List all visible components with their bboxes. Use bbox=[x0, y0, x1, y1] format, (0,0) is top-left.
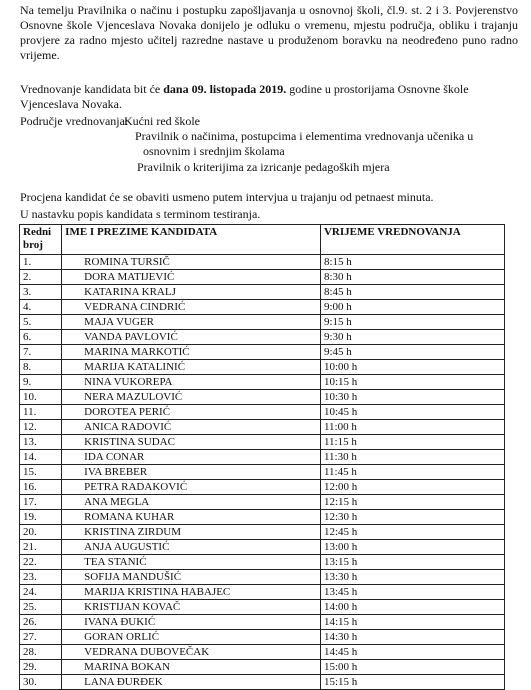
date-prefix: Vrednovanje kandidata bit će bbox=[20, 82, 164, 96]
row-number: 19. bbox=[20, 510, 62, 525]
row-number: 13. bbox=[20, 435, 62, 450]
candidate-name: ANA MEGLA bbox=[62, 495, 321, 510]
table-row bbox=[20, 630, 505, 645]
table-row bbox=[20, 660, 505, 675]
candidate-name: IVANA ĐUKIĆ bbox=[62, 615, 321, 630]
candidate-name: GORAN ORLIĆ bbox=[62, 630, 321, 645]
row-number: 22. bbox=[20, 555, 62, 570]
intro-paragraph: Na temelju Pravilnika o načinu i postupku zapošljavanja u osnovnoj školi, čl.9. st. 2 i 3. Povjerenstvo Osnovne škole Vjenceslava Novaka donijelo je odluku o vremenu, mjestu područja, obliku i trajanju provjere za radno mjesto učitelj razredne nastave u produženom boravku na neodređeno puno radno vrijeme. bbox=[20, 3, 518, 62]
table-row bbox=[20, 360, 505, 375]
evaluation-time: 8:45 h bbox=[320, 285, 504, 300]
candidates-table bbox=[19, 224, 505, 690]
table-row bbox=[20, 285, 505, 300]
table-row bbox=[20, 420, 505, 435]
table-row bbox=[20, 480, 505, 495]
candidate-name: SOFIJA MANDUŠIĆ bbox=[62, 570, 321, 585]
candidate-name: ROMANA KUHAR bbox=[62, 510, 321, 525]
candidate-name: KRISTIJAN KOVAČ bbox=[62, 600, 321, 615]
candidate-name: VEDRANA DUBOVEČAK bbox=[62, 645, 321, 660]
table-row bbox=[20, 510, 505, 525]
candidate-name: KRISTINA SUDAC bbox=[62, 435, 321, 450]
candidate-name: IVA BREBER bbox=[62, 465, 321, 480]
table-header-row bbox=[20, 225, 505, 255]
candidate-name: ROMINA TURSIČ bbox=[62, 255, 321, 270]
candidate-name: MARINA MARKOTIĆ bbox=[62, 345, 321, 360]
table-row bbox=[20, 585, 505, 600]
candidate-name: TEA STANIĆ bbox=[62, 555, 321, 570]
evaluation-date-paragraph bbox=[20, 82, 510, 112]
candidate-name: MARIJA KATALINIĆ bbox=[62, 360, 321, 375]
row-number: 25. bbox=[20, 600, 62, 615]
evaluation-time: 12:30 h bbox=[320, 510, 504, 525]
evaluation-time: 8:30 h bbox=[320, 270, 504, 285]
evaluation-time: 8:15 h bbox=[320, 255, 504, 270]
evaluation-time: 12:45 h bbox=[320, 525, 504, 540]
row-number: 24. bbox=[20, 585, 62, 600]
table-row bbox=[20, 495, 505, 510]
row-number: 21. bbox=[20, 540, 62, 555]
date-suffix: godine u prostorijama Osnovne škole Vjenceslava Novaka. bbox=[20, 82, 469, 111]
row-number: 2. bbox=[20, 270, 62, 285]
evaluation-time: 12:00 h bbox=[320, 480, 504, 495]
row-number: 1. bbox=[20, 255, 62, 270]
row-number: 12. bbox=[20, 420, 62, 435]
evaluation-time: 10:30 h bbox=[320, 390, 504, 405]
table-row bbox=[20, 465, 505, 480]
evaluation-time: 11:45 h bbox=[320, 465, 504, 480]
table-row bbox=[20, 315, 505, 330]
list-intro: U nastavku popis kandidata s terminom testiranja. bbox=[20, 207, 261, 221]
candidate-name: MARINA BOKAN bbox=[62, 660, 321, 675]
table-row bbox=[20, 270, 505, 285]
row-number: 14. bbox=[20, 450, 62, 465]
row-number: 9. bbox=[20, 375, 62, 390]
area-item: Kućni red škole bbox=[124, 114, 200, 128]
candidate-name: IDA CONAR bbox=[62, 450, 321, 465]
row-number: 20. bbox=[20, 525, 62, 540]
row-number: 23. bbox=[20, 570, 62, 585]
table-row bbox=[20, 525, 505, 540]
row-number: 17. bbox=[20, 495, 62, 510]
evaluation-time: 10:45 h bbox=[320, 405, 504, 420]
table-row bbox=[20, 390, 505, 405]
header-name: IME I PREZIME KANDIDATA bbox=[62, 225, 321, 255]
area-item: Pravilnik o načinima, postupcima i elementima vrednovanja učenika u bbox=[135, 129, 474, 143]
evaluation-time: 9:45 h bbox=[320, 345, 504, 360]
row-number: 16. bbox=[20, 480, 62, 495]
evaluation-time: 12:15 h bbox=[320, 495, 504, 510]
table-row bbox=[20, 405, 505, 420]
row-number: 5. bbox=[20, 315, 62, 330]
row-number: 8. bbox=[20, 360, 62, 375]
candidate-name: NINA VUKOREPA bbox=[62, 375, 321, 390]
candidate-name: VANDA PAVLOVIĆ bbox=[62, 330, 321, 345]
table-row bbox=[20, 330, 505, 345]
candidate-name: VEDRANA CINDRIĆ bbox=[62, 300, 321, 315]
candidate-name: KATARINA KRALJ bbox=[62, 285, 321, 300]
evaluation-time: 9:15 h bbox=[320, 315, 504, 330]
row-number: 4. bbox=[20, 300, 62, 315]
evaluation-time: 15:00 h bbox=[320, 660, 504, 675]
evaluation-time: 14:15 h bbox=[320, 615, 504, 630]
evaluation-time: 14:00 h bbox=[320, 600, 504, 615]
evaluation-time: 13:30 h bbox=[320, 570, 504, 585]
candidate-name: DOROTEA PERIĆ bbox=[62, 405, 321, 420]
evaluation-time: 11:00 h bbox=[320, 420, 504, 435]
row-number: 27. bbox=[20, 630, 62, 645]
row-number: 29. bbox=[20, 660, 62, 675]
candidate-name: MARIJA KRISTINA HABAJEC bbox=[62, 585, 321, 600]
candidate-name: DORA MATIJEVIĆ bbox=[62, 270, 321, 285]
evaluation-time: 11:15 h bbox=[320, 435, 504, 450]
area-item-continued: osnovnim i srednjim školama bbox=[143, 144, 285, 158]
candidate-name: ANICA RADOVIĆ bbox=[62, 420, 321, 435]
table-row bbox=[20, 435, 505, 450]
candidates-table-body bbox=[20, 255, 505, 690]
table-row bbox=[20, 555, 505, 570]
candidate-name: PETRA RADAKOVIĆ bbox=[62, 480, 321, 495]
row-number: 3. bbox=[20, 285, 62, 300]
table-row bbox=[20, 450, 505, 465]
evaluation-time: 15:15 h bbox=[320, 675, 504, 690]
table-row bbox=[20, 375, 505, 390]
table-row bbox=[20, 675, 505, 690]
row-number: 28. bbox=[20, 645, 62, 660]
row-number: 7. bbox=[20, 345, 62, 360]
table-row bbox=[20, 300, 505, 315]
table-row bbox=[20, 615, 505, 630]
table-row bbox=[20, 255, 505, 270]
areas-label: Područje vrednovanja: bbox=[20, 114, 129, 128]
evaluation-time: 13:00 h bbox=[320, 540, 504, 555]
row-number: 6. bbox=[20, 330, 62, 345]
evaluation-time: 11:30 h bbox=[320, 450, 504, 465]
assessment-note: Procjena kandidat će se obaviti usmeno putem intervjua u trajanju od petnaest minuta. bbox=[20, 190, 434, 204]
evaluation-time: 14:30 h bbox=[320, 630, 504, 645]
row-number: 11. bbox=[20, 405, 62, 420]
table-row bbox=[20, 600, 505, 615]
header-number: Redni broj bbox=[20, 225, 62, 255]
evaluation-time: 14:45 h bbox=[320, 645, 504, 660]
candidate-name: NERA MAZULOVIĆ bbox=[62, 390, 321, 405]
row-number: 15. bbox=[20, 465, 62, 480]
evaluation-time: 10:15 h bbox=[320, 375, 504, 390]
evaluation-time: 13:45 h bbox=[320, 585, 504, 600]
evaluation-date: dana 09. listopada 2019. bbox=[163, 82, 287, 96]
row-number: 10. bbox=[20, 390, 62, 405]
candidate-name: ANJA AUGUSTIĆ bbox=[62, 540, 321, 555]
candidate-name: LANA ĐURĐEK bbox=[62, 675, 321, 690]
table-row bbox=[20, 645, 505, 660]
header-time: VRIJEME VREDNOVANJA bbox=[320, 225, 504, 255]
table-row bbox=[20, 570, 505, 585]
evaluation-time: 10:00 h bbox=[320, 360, 504, 375]
candidate-name: MAJA VUGER bbox=[62, 315, 321, 330]
evaluation-time: 9:00 h bbox=[320, 300, 504, 315]
evaluation-time: 13:15 h bbox=[320, 555, 504, 570]
candidate-name: KRISTINA ZIRDUM bbox=[62, 525, 321, 540]
area-item: Pravilnik o kriterijima za izricanje pedagoških mjera bbox=[137, 160, 390, 174]
evaluation-time: 9:30 h bbox=[320, 330, 504, 345]
table-row bbox=[20, 345, 505, 360]
row-number: 30. bbox=[20, 675, 62, 690]
row-number: 26. bbox=[20, 615, 62, 630]
table-row bbox=[20, 540, 505, 555]
